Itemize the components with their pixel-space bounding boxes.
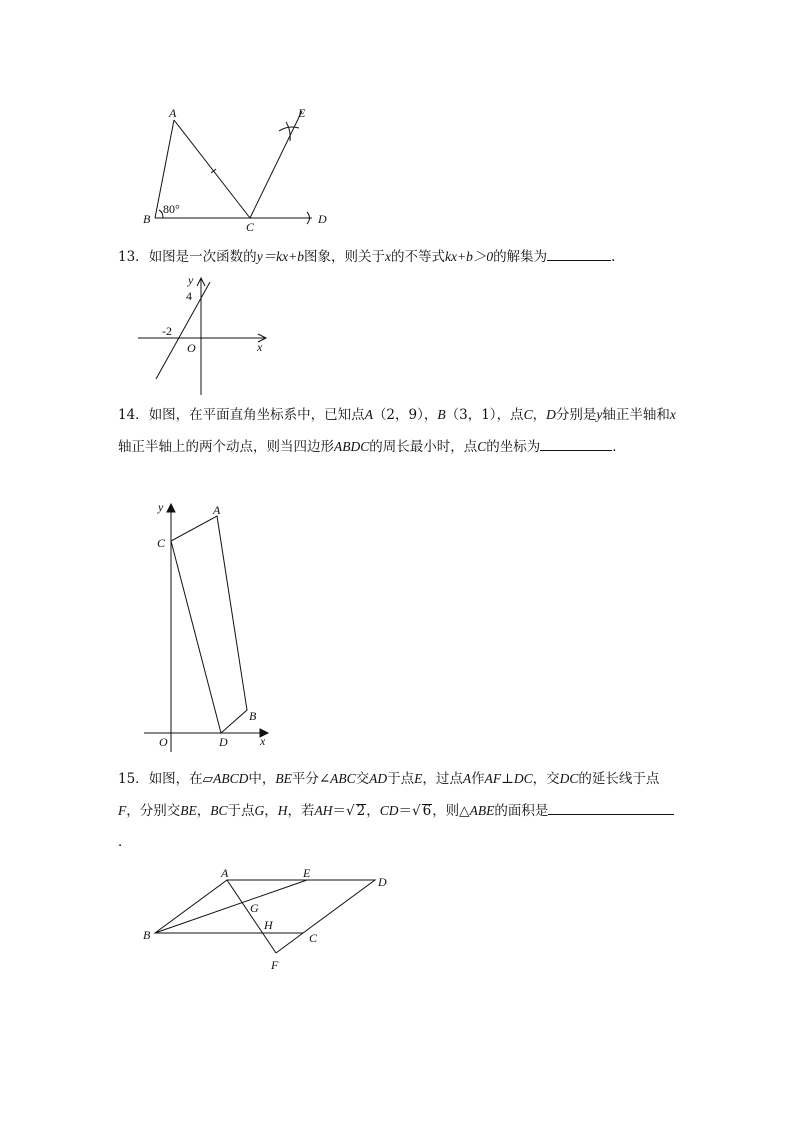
q15-text-12: ，则△ [432,803,470,819]
q15-text-10: ，分别交 [126,803,181,819]
label-d: D [318,212,327,226]
label-a: A [169,106,177,120]
quadrilateral-abdc [171,516,247,733]
q14-text-3: 分别是 [555,407,597,423]
figure-q12-svg [130,100,350,235]
q15-be-2: BE [180,803,197,818]
q13-number: 13． [118,249,149,265]
q15-text-9: 的延长线于点 [578,771,660,787]
label-b: B [143,212,151,226]
q13-end: ． [611,249,625,265]
q14-b-coord: （3，1） [445,407,497,423]
q15-be: BE [275,771,292,786]
q15-cd: CD [379,803,399,818]
q15-f: F [118,803,127,818]
q14-text-4: 轴正半轴和 [602,407,670,423]
q13-formula-2: x [385,249,392,264]
q14-x: x [669,407,676,422]
label-d: D [219,735,228,749]
q15-g: G [254,803,265,818]
question-14 [118,399,678,463]
q15-e: E [414,771,423,786]
q14-answer-blank[interactable] [540,436,612,451]
q14-point-d: D [546,407,556,422]
q14-text-5: 轴正半轴上的两个动点，则当四边形 [118,439,334,455]
q15-perp: ⊥ [501,771,514,787]
q15-text-11: ，若 [287,803,315,819]
label-b: B [143,928,151,942]
q15-ah: AH [314,803,333,818]
q15-eq-2: ＝ [398,803,412,819]
q15-comma-3: ， [366,803,380,819]
q13-formula-1: y＝kx+b [256,249,305,264]
q15-text-13: 的面积是 [494,803,549,819]
q14-y: y [596,407,603,422]
q15-sqrt-6: 6 [422,803,432,819]
figure-q15-svg [135,862,395,977]
q15-af: AF [484,771,502,786]
q15-sqrt-2: 2 [356,803,366,819]
q15-h: H [277,803,288,818]
angle-label: 80° [163,202,180,216]
q13-text-4: 的解集为 [493,249,548,265]
figure-q13 [134,272,274,397]
x-intercept-label: -2 [162,324,172,338]
label-g: G [250,901,259,915]
q13-answer-blank[interactable] [547,246,611,261]
axis-label-x: x [260,734,266,748]
segment-be [155,880,307,933]
q15-bc: BC [210,803,228,818]
figure-q14-svg [140,496,280,754]
q15-end: ． [118,834,132,850]
label-e: E [303,866,311,880]
q15-dc: DC [513,771,533,786]
q15-text-7: 作 [471,771,485,787]
q14-text-1: 如图，在平面直角坐标系中，已知点 [148,407,365,423]
q14-comma: ， [532,407,547,423]
q14-sep: ， [423,407,438,423]
q15-text-8: ，交 [532,771,560,787]
question-15 [118,763,678,858]
q13-text-3: 的不等式 [391,249,446,265]
q14-a-coord: （2，9） [372,407,424,423]
segment-cf [276,933,303,953]
q14-text-2: ，点 [496,407,524,423]
q15-answer-blank[interactable] [548,800,674,815]
figure-q14 [140,496,280,754]
label-e: E [298,106,306,120]
origin-label: O [159,735,168,749]
q15-text-5b: 于点 [227,803,255,819]
q14-point-b: B [437,407,446,422]
q14-point-a: A [364,407,373,422]
label-f: F [271,958,279,972]
q15-sqrt-sign-1: √ [346,803,355,819]
q14-text-6: 的周长最小时，点 [369,439,478,455]
label-b: B [249,709,257,723]
q15-text-1: 如图，在▱ [148,771,214,787]
label-c: C [157,536,166,550]
axis-label-x: x [257,340,263,354]
label-a: A [213,503,221,517]
label-c: C [309,931,318,945]
q14-point-c-2: C [477,439,487,454]
figure-q13-svg [134,272,274,397]
q15-comma-1: ， [196,803,211,819]
label-c: C [246,220,255,234]
q15-eq-1: ＝ [332,803,347,819]
figure-q15 [135,862,395,977]
label-d: D [378,875,387,889]
q15-text-4: 交 [355,771,370,787]
origin-label: O [187,341,196,355]
q14-number: 14． [118,407,149,423]
q15-abc: ABC [330,771,356,786]
q13-text-1: 如图是一次函数的 [148,249,257,265]
q15-text-6: ，过点 [422,771,463,787]
q13-formula-3: kx+b＞0 [445,249,494,264]
q15-text-3: 平分∠ [291,771,331,787]
q14-end: ． [612,439,626,455]
y-axis-arrow [167,504,175,512]
label-h: H [264,918,273,932]
q15-dc-2: DC [559,771,579,786]
axis-label-y: y [188,273,194,287]
segment-ac [174,120,250,218]
q15-comma-2: ， [264,803,278,819]
question-13 [118,241,678,273]
figure-q12 [130,100,350,235]
q14-text-7: 的坐标为 [486,439,541,455]
q13-text-2: 图象，则关于 [304,249,386,265]
q14-quad: ABDC [334,439,370,454]
q15-text-5: 于点 [387,771,415,787]
label-a: A [221,866,229,880]
arc-mark-e2 [286,122,290,141]
q14-point-c: C [523,407,533,422]
q15-number: 15． [118,771,149,787]
q15-abcd: ABCD [213,771,249,786]
axis-label-y: y [158,500,164,514]
segment-af [227,880,276,953]
q15-ad: AD [369,771,388,786]
y-intercept-label: 4 [186,289,192,303]
q15-abe: ABE [469,803,495,818]
q15-text-2: 中， [248,771,276,787]
q15-sqrt-sign-2: √ [411,803,421,819]
q15-a: A [462,771,472,786]
